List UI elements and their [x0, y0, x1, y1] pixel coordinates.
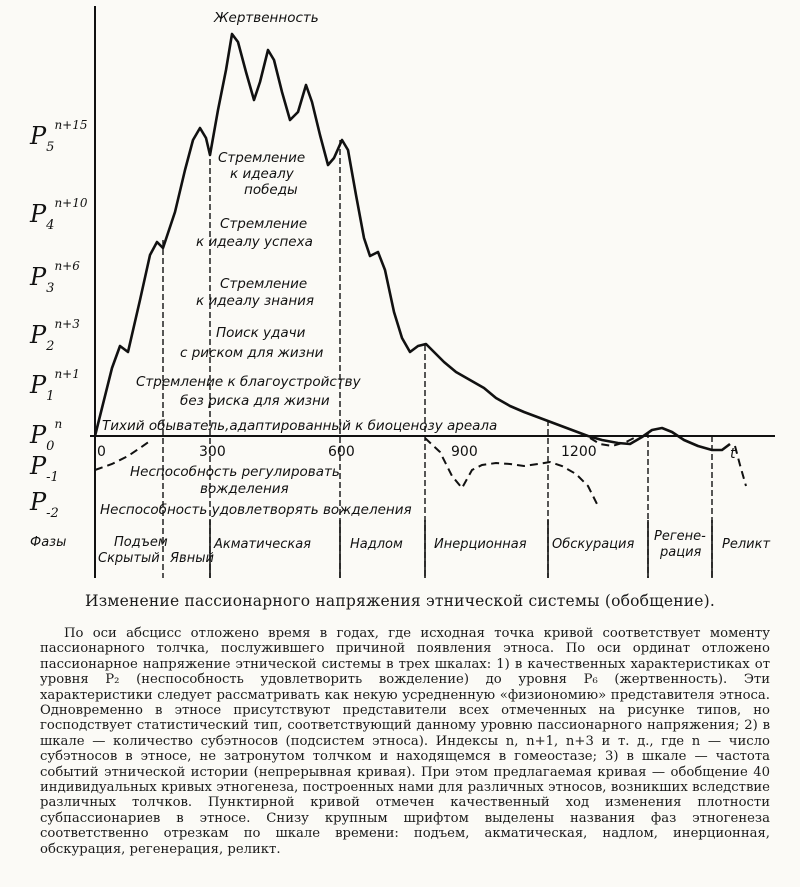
- phase-regeneration-2: рация: [660, 545, 702, 560]
- y-level-5: $P_5^{n+15}$: [30, 118, 88, 155]
- label-success-1: Стремление: [220, 216, 308, 232]
- phase-regeneration-1: Регене-: [654, 529, 706, 544]
- label-success-2: к идеалу успеха: [196, 234, 313, 250]
- curve-labels: [100, 10, 497, 518]
- label-victory-1: Стремление: [218, 150, 306, 166]
- label-philistine: Тихий обыватель,адаптированный к биоценозу ареала: [102, 418, 498, 434]
- label-luck-1: Поиск удачи: [216, 325, 306, 341]
- phase-rise: Подъем: [114, 535, 168, 550]
- phase-acmatic: Акматическая: [214, 537, 312, 552]
- x-tick-600: 600: [328, 444, 355, 460]
- x-tick-900: 900: [451, 444, 478, 460]
- phase-obscuration: Обскурация: [552, 537, 635, 552]
- label-victory-2: к идеалу: [230, 166, 294, 182]
- x-tick-1200: 1200: [561, 444, 597, 460]
- label-luck-2: с риском для жизни: [180, 345, 324, 361]
- phase-relict: Реликт: [722, 537, 771, 552]
- phase-rise-explicit: Явный: [170, 551, 214, 566]
- phases-row: [30, 529, 770, 566]
- x-tick-labels: [97, 444, 736, 462]
- label-victory-3: победы: [244, 182, 298, 198]
- phase-rise-hidden: Скрытый: [98, 551, 160, 566]
- label-comfort-2: без риска для жизни: [180, 393, 330, 409]
- label-unable-regulate-1: Неспособность регулировать: [130, 464, 340, 480]
- y-level-3: $P_3^{n+6}$: [30, 259, 80, 296]
- y-level-minus-1: $P_{-1}$: [30, 452, 59, 485]
- y-level-1: $P_1^{n+1}$: [30, 367, 80, 404]
- phases-title: Фазы: [30, 535, 67, 550]
- label-knowledge-2: к идеалу знания: [196, 293, 315, 309]
- label-unable-satisfy: Неспособность удовлетворять вожделения: [100, 502, 412, 518]
- label-sacrifice: Жертвенность: [214, 10, 319, 26]
- x-tick-0: 0: [97, 444, 106, 460]
- y-level-0: $P_0^n$: [30, 417, 63, 454]
- x-tick-300: 300: [199, 444, 226, 460]
- label-knowledge-1: Стремление: [220, 276, 308, 292]
- y-level-2: $P_2^{n+3}$: [30, 317, 80, 354]
- phase-inertial: Инерционная: [434, 537, 527, 552]
- label-comfort-1: Стремление к благоустройству: [136, 374, 361, 390]
- y-level-minus-2: $P_{-2}$: [30, 488, 59, 521]
- y-level-labels: [29, 118, 88, 521]
- body-paragraph: По оси абсцисс отложено время в годах, где исходная точка кривой соответствует моменту пассионарного толчка, послужившего причиной появления этноса. По оси ординат отложено пассионарное напряжение этнической системы в трех шкалах: 1) в качественных характеристиках от уровня P₂ (неспособность удовлетворить вожделение) до уровня P₆ (жертвенность). Эти характеристики следует рассматривать как некую усредненную «физиономию» представителя этноса. Одновременно в этносе присутствуют представители всех отмеченных на рисунке типов, но господствует статистический тип, соответствующий данному уровню пассионарного напряжения; 2) в шкале — количество субэтносов (подсистем этноса). Индексы n, n+1, n+3 и т. д., где n — число субэтносов в этносе, не затронутом толчком и находящемся в гомеостазе; 3) в шкале — частота событий этнической истории (непрерывная кривая). При этом предлагаемая кривая — обобщение 40 индивидуальных кривых этногенеза, построенных нами для различных этносов, возникших вследствие различных толчков. Пунктирной кривой отмечен качественный ход изменения плотности субпассионариев в этносе. Снизу крупным шрифтом выделены названия фаз этногенеза соответственно отрезкам по шкале времени: подъем, акматическая, надлом, инерционная, обскурация, регенерация, реликт.: [40, 626, 770, 857]
- x-tick-t: t: [730, 446, 736, 462]
- label-unable-regulate-2: вожделения: [200, 481, 289, 497]
- body-text: [40, 626, 770, 857]
- phase-breakdown: Надлом: [350, 537, 403, 552]
- y-level-4: $P_4^{n+10}$: [30, 196, 88, 233]
- figure-caption: Изменение пассионарного напряжения этнической системы (обобщение).: [84, 592, 716, 610]
